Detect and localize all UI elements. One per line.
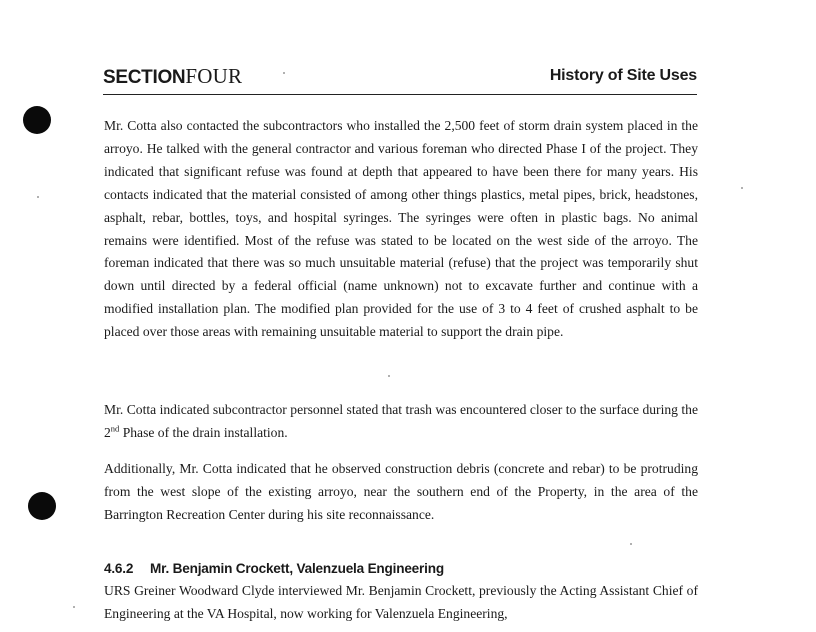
scan-speck — [388, 375, 390, 377]
running-title: History of Site Uses — [549, 67, 697, 84]
section-title — [103, 64, 242, 89]
scan-speck — [741, 187, 743, 189]
scan-speck — [37, 196, 39, 198]
page-header — [103, 62, 697, 95]
subsection-heading — [104, 561, 698, 576]
punch-hole-bottom — [28, 492, 56, 520]
subsection-title: Mr. Benjamin Crockett, Valenzuela Engineering — [150, 561, 444, 576]
paragraph-4: URS Greiner Woodward Clyde interviewed Mr. Benjamin Crockett, previously the Acting Assistant Chief of Engineering at the VA Hospital, now working for Valenzuela Engineering, — [104, 583, 698, 621]
scan-speck — [73, 606, 75, 608]
paragraph-3: Additionally, Mr. Cotta indicated that he observed construction debris (concrete and rebar) to be protruding from the west slope of the existing arroyo, near the southern end of the Property, in the area of the Barrington Recreation Center during his site reconnaissance. — [104, 461, 698, 522]
section-title-bold: SECTION — [103, 67, 186, 88]
subsection-number: 4.6.2 — [104, 561, 134, 576]
paragraph-2-superscript: nd — [110, 423, 120, 434]
paragraph-1: Mr. Cotta also contacted the subcontractors who installed the 2,500 feet of storm drain system placed in the arroyo. He talked with the general contractor and various foreman who directed Phase I of the project. They indicated that significant refuse was found at depth that appeared to have been there for many years. His contacts indicated that the material consisted of among other things plastics, metal pipes, brick, headstones, asphalt, rebar, bottles, toys, and hospital syringes. The syringes were often in plastic bags. No animal remains were identified. Most of the refuse was stated to be located on the west side of the arroyo. The foreman indicated that there was so much unsuitable material (refuse) that the project was temporarily shut down until directed by a federal official (name unknown) not to excavate further and continue with a modified installation plan. The modified plan provided for the use of 3 to 4 feet of crushed asphalt to be placed over those areas with remaining unsuitable material to support the drain pipe. — [104, 118, 698, 340]
paragraph-2-text-a: Mr. Cotta indicated subcontractor personnel stated that trash was encountered closer to the surface during the 2 — [104, 402, 698, 440]
scan-speck — [283, 72, 285, 74]
paragraph-2 — [104, 399, 698, 445]
punch-hole-top — [23, 106, 51, 134]
section-title-light: FOUR — [185, 64, 243, 88]
scan-speck — [630, 543, 632, 545]
paragraph-2-text-b: Phase of the drain installation. — [119, 424, 288, 440]
